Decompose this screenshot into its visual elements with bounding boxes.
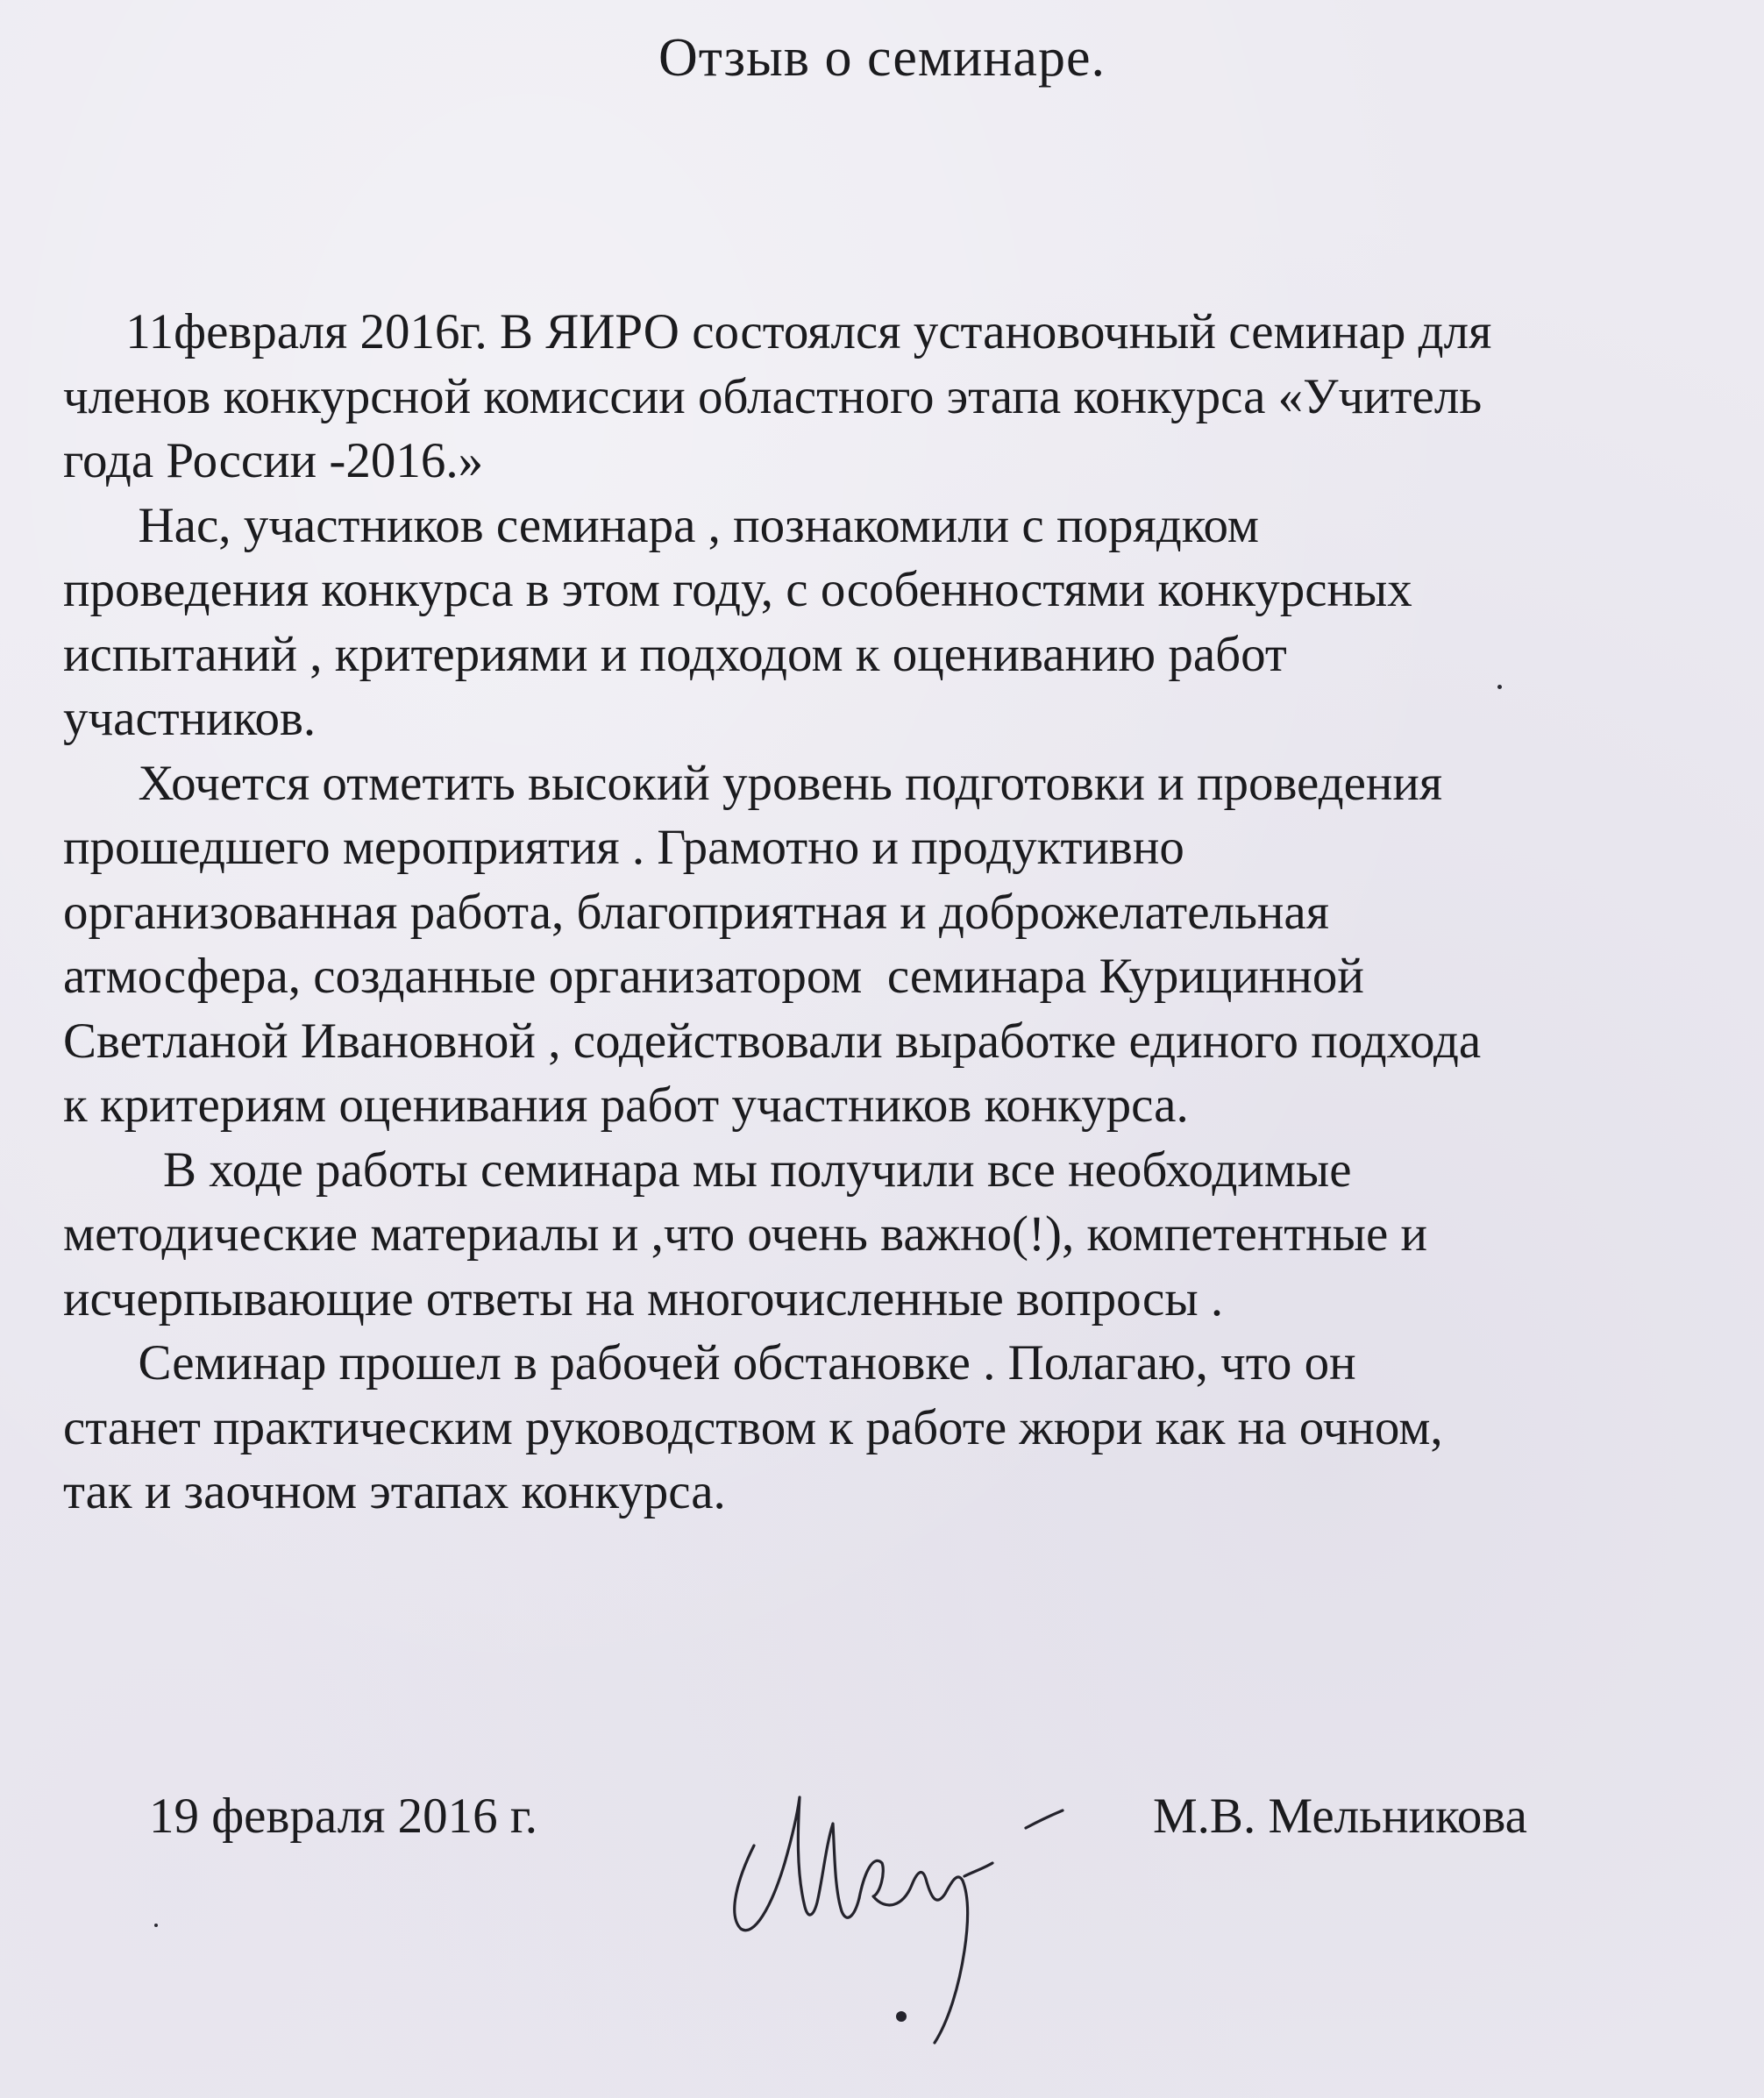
text-line: проведения конкурса в этом году, с особенностями конкурсных — [63, 562, 1412, 617]
text-line: Светланой Ивановной , содействовали выработке единого подхода — [63, 1013, 1482, 1069]
document-body — [63, 300, 1729, 1525]
text-line: участников. — [63, 691, 317, 746]
signatory-name: М.В. Мельникова — [1153, 1789, 1527, 1844]
paragraph-5 — [63, 1331, 1729, 1525]
paragraph-1 — [63, 300, 1729, 494]
text-line: прошедшего мероприятия . Грамотно и продуктивно — [63, 820, 1184, 875]
document-title: Отзыв о семинаре. — [658, 28, 1106, 88]
text-line: В ходе работы семинара мы получили все необходимые — [63, 1141, 1352, 1198]
signature-date: 19 февраля 2016 г. — [149, 1789, 538, 1844]
scan-speck — [154, 1924, 158, 1927]
handwritten-signature — [701, 1740, 1087, 2056]
text-line: так и заочном этапах конкурса. — [63, 1464, 726, 1519]
text-line: к критериям оценивания работ участников конкурса. — [63, 1077, 1189, 1133]
text-line: атмосфера, созданные организатором семинара Курицинной — [63, 949, 1364, 1004]
ink-dot — [896, 2011, 907, 2022]
text-line: года России -2016.» — [63, 433, 484, 488]
text-line: Семинар прошел в рабочей обстановке . Полагаю, что он — [63, 1335, 1356, 1390]
text-line: методические материалы и ,что очень важно(!), компетентные и — [63, 1206, 1428, 1262]
text-line: исчерпывающие ответы на многочисленные вопросы . — [63, 1270, 1224, 1326]
text-line: испытаний , критериями и подходом к оцениванию работ — [63, 626, 1287, 682]
scan-speck — [1497, 685, 1502, 689]
text-line: станет практическим руководством к работе жюри как на очном, — [63, 1399, 1443, 1455]
text-line: Хочется отметить высокий уровень подготовки и проведения — [63, 755, 1443, 811]
paragraph-2 — [63, 494, 1729, 751]
text-line: членов конкурсной комиссии областного этапа конкурса «Учитель — [63, 368, 1483, 424]
text-line: организованная работа, благоприятная и доброжелательная — [63, 884, 1329, 940]
text-line: Нас, участников семинара , познакомили с порядком — [63, 497, 1259, 553]
text-line: 11февраля 2016г. В ЯИРО состоялся установочный семинар для — [63, 304, 1492, 359]
paragraph-3 — [63, 751, 1729, 1138]
paragraph-4 — [63, 1138, 1729, 1332]
